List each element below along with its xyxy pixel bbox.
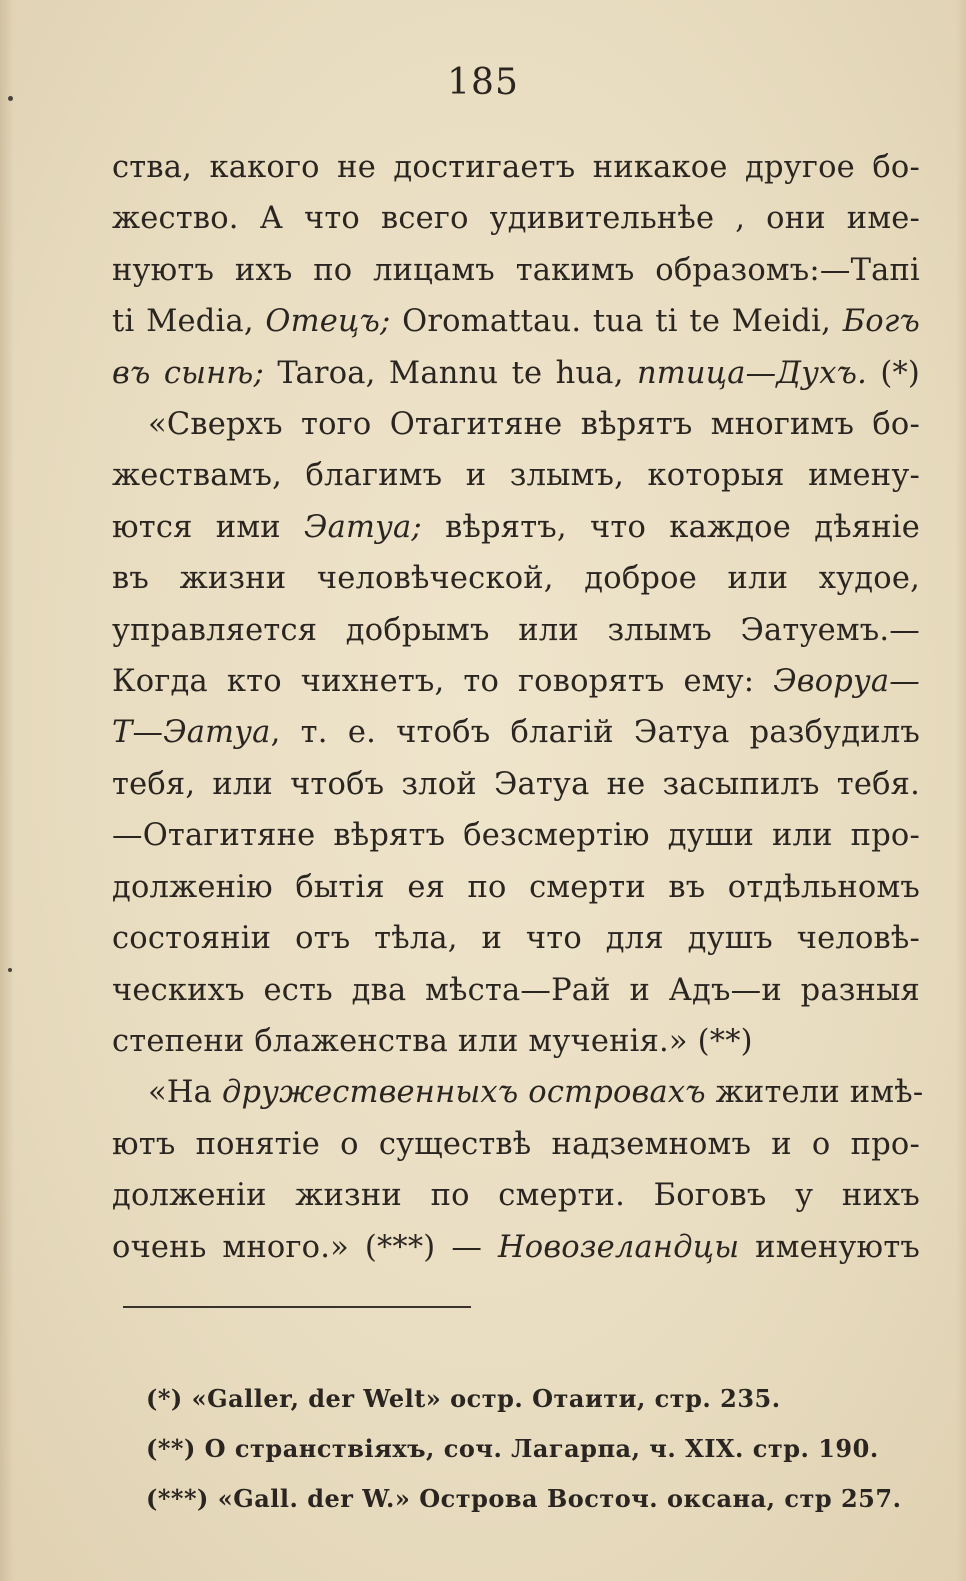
text-run: ti Media, bbox=[112, 304, 266, 340]
text-line bbox=[112, 193, 920, 244]
text-line bbox=[112, 1119, 920, 1170]
page-edge-shadow-left bbox=[0, 0, 14, 1581]
text-line bbox=[112, 1016, 920, 1067]
text-line bbox=[112, 759, 920, 810]
text-run: жители имѣ- bbox=[705, 1075, 924, 1111]
footnote: (**) О странствіяхъ, соч. Лагарпа, ч. XIX. стр. 190. bbox=[146, 1434, 879, 1463]
text-line bbox=[112, 965, 920, 1016]
text-run: очень много.» (***) — bbox=[112, 1229, 498, 1265]
text-run: въ жизни человѣческой, доброе или худое, bbox=[112, 561, 920, 597]
page-number: 185 bbox=[447, 62, 519, 103]
text-run: степени блаженства или мученія.» (**) bbox=[112, 1023, 753, 1059]
text-run: управляется добрымъ или злымъ Эатуемъ.— bbox=[112, 612, 920, 648]
text-line bbox=[112, 142, 920, 193]
text-run: жество. А что всего удивительнѣе , они име- bbox=[112, 201, 920, 237]
text-line bbox=[112, 348, 920, 399]
text-line bbox=[112, 1067, 924, 1118]
footnote: (***) «Gall. der W.» Острова Восточ. оксана, стр 257. bbox=[146, 1484, 902, 1513]
italic-text-run: дружественныхъ островахъ bbox=[221, 1075, 706, 1111]
text-line bbox=[112, 553, 920, 604]
text-run: именуютъ bbox=[739, 1229, 920, 1265]
text-line bbox=[112, 913, 920, 964]
text-run: (*) bbox=[867, 355, 921, 391]
text-run: долженіи жизни по смерти. Боговъ у нихъ bbox=[112, 1178, 920, 1214]
text-run: ческихъ есть два мѣста—Рай и Адъ—и разныя bbox=[112, 972, 920, 1008]
text-run: ютъ понятіе о существѣ надземномъ и о про- bbox=[112, 1126, 920, 1162]
ink-spot bbox=[8, 968, 12, 972]
text-line bbox=[112, 1222, 920, 1273]
text-run: ства, какого не достигаетъ никакое другое бо- bbox=[112, 150, 920, 185]
footnote-separator-rule bbox=[123, 1306, 471, 1308]
text-line bbox=[112, 1170, 920, 1221]
italic-text-run: Т—Эатуа bbox=[112, 715, 271, 751]
footnotes bbox=[146, 1374, 926, 1524]
italic-text-run: Новозеландцы bbox=[497, 1229, 740, 1265]
text-line bbox=[112, 450, 920, 501]
text-run: «На bbox=[148, 1075, 222, 1111]
italic-text-run: Богъ bbox=[842, 304, 921, 340]
text-run: нуютъ ихъ по лицамъ такимъ образомъ:—Тапі bbox=[112, 252, 920, 288]
italic-text-run: въ сынѣ; bbox=[112, 355, 265, 391]
text-line bbox=[112, 605, 920, 656]
page-edge-shadow-right bbox=[956, 0, 966, 1581]
italic-text-run: Эатуа; bbox=[304, 509, 422, 545]
text-run: тебя, или чтобъ злой Эатуа не засыпилъ тебя. bbox=[112, 766, 920, 802]
text-run: жествамъ, благимъ и злымъ, которыя имену- bbox=[112, 458, 920, 494]
text-line bbox=[112, 245, 920, 296]
text-line bbox=[112, 656, 920, 707]
italic-text-run: Отецъ; bbox=[265, 304, 391, 340]
text-run: ются ими bbox=[112, 509, 305, 545]
footnote: (*) «Galler, der Welt» остр. Отаити, стр. 235. bbox=[146, 1384, 781, 1413]
text-run: состояніи отъ тѣла, и что для душъ человѣ- bbox=[112, 921, 920, 957]
text-run: , т. е. чтобъ благій Эатуа разбудилъ bbox=[270, 715, 920, 751]
italic-text-run: Эворуа— bbox=[773, 664, 920, 700]
text-run: —Отагитяне вѣрятъ безсмертію души или про- bbox=[112, 818, 920, 854]
text-run: долженію бытія ея по смерти въ отдѣльномъ bbox=[112, 869, 920, 905]
text-line bbox=[112, 399, 920, 450]
text-run: вѣрятъ, что каждое дѣяніе bbox=[421, 509, 920, 545]
text-line bbox=[112, 862, 920, 913]
text-line bbox=[112, 707, 920, 758]
text-run: Oromattau. tua ti te Meidi, bbox=[390, 304, 843, 340]
text-run: «Сверхъ того Отагитяне вѣрятъ многимъ бо- bbox=[148, 407, 920, 443]
text-line bbox=[112, 296, 920, 347]
text-run: Taroa, Mannu te hua, bbox=[264, 355, 637, 391]
text-line bbox=[112, 502, 920, 553]
italic-text-run: птица—Духъ. bbox=[636, 355, 868, 391]
text-run: Когда кто чихнетъ, то говорятъ ему: bbox=[112, 664, 774, 700]
body-text bbox=[112, 142, 924, 1273]
text-line bbox=[112, 810, 920, 861]
